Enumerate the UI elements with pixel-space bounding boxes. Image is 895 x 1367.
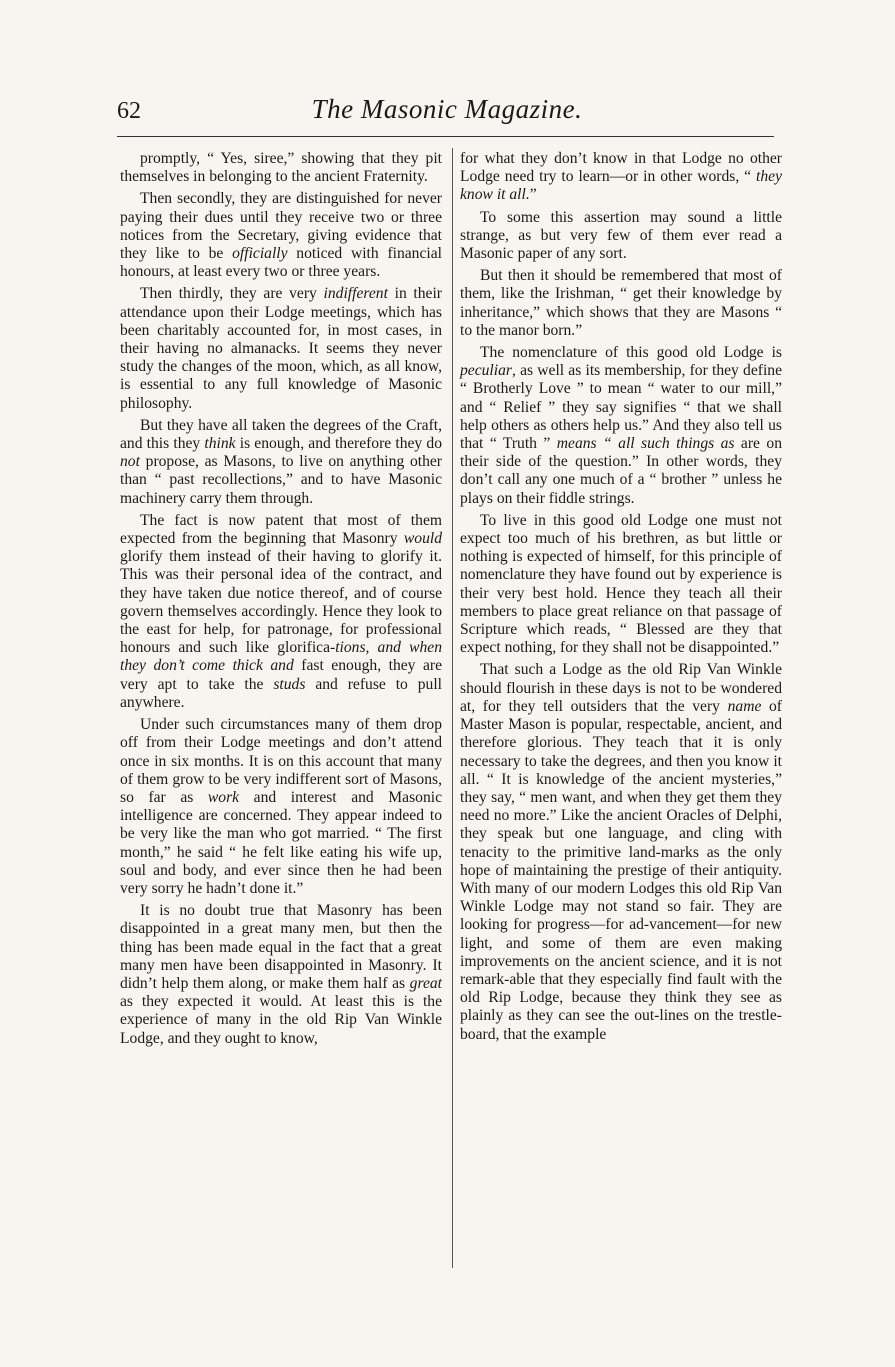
page-header — [117, 92, 777, 132]
text-run: , as well as its membership, for they define “ Brotherly Love ” to mean “ water to our mill,” and “ Relief ” they say signifies “ that we shall help others as others help us.” And they also tell us that “ Truth ” — [460, 362, 782, 453]
running-title: The Masonic Magazine. — [311, 94, 583, 124]
text-run: and interest and Masonic intelligence are concerned. They appear indeed to be very like the man who got married. “ The first month,” he said “ he felt like eating his wife up, soul and body, and ever since then he had been very sorry he hadn’t done it.” — [120, 788, 442, 897]
text-run: The fact is now patent that most of them expected from the beginning that Masonry — [120, 511, 442, 548]
header-rule — [117, 136, 774, 137]
text-run: glorify them instead of their having to glorify it. This was their personal idea of the contract, and they have taken due notice thereof, and of course govern themselves accordingly. Hence they look to the east for help, for patronage, for professional honours and such like glorifica- — [120, 548, 442, 657]
text-run: But they have all taken the degrees of the Craft, and this they — [120, 416, 442, 453]
italic-text: great — [409, 974, 442, 992]
italic-text: think — [204, 435, 236, 453]
paragraph — [120, 417, 442, 508]
text-run: ” — [529, 186, 537, 204]
text-run: To some this assertion may sound a little strange, as but very few of them ever read a Masonic paper of any sort. — [460, 208, 782, 263]
text-run: But then it should be remembered that most of them, like the Irishman, “ get their knowledge by inheritance,” which shows that they are Masons “ to the manor born.” — [460, 267, 782, 339]
text-run: That such a Lodge as the old Rip Van Winkle should flourish in these days is not to be wondered at, for they tell outsiders that the very — [460, 661, 782, 715]
page-number: 62 — [117, 98, 141, 124]
italic-text: they know it all. — [460, 168, 782, 204]
paragraph — [120, 716, 442, 898]
text-run: propose, as Masons, to live on anything other than “ past recollections,” and to have Masonic machinery carry them through. — [120, 453, 442, 507]
italic-text: tions, and when they don’t come thick and — [120, 639, 442, 675]
paragraph — [120, 285, 442, 412]
italic-text: work — [207, 788, 240, 806]
text-run: To live in this good old Lodge one must not expect too much of his brethren, as but little or nothing is expected of himself, for this principle of nomenclature they have found out by experience is their very best hold. Hence they teach all their members to place great reliance on that passage of Scripture which reads, “ Blessed are they that expect nothing, for they shall not be disappointed.” — [460, 511, 782, 657]
paragraph — [460, 661, 782, 1043]
text-run: in their attendance upon their Lodge meetings, which has been charitably accounted for, in most cases, in their having no almanacks. It seems they never study the changes of the moon, which, as all know, is essential to any full knowledge of Masonic philosophy. — [120, 285, 442, 412]
text-run: Under such circumstances many of them drop off from their Lodge meetings and don’t attend once in six months. It is on this account that many of them grow to be very indifferent sort of Masons, so far as — [120, 716, 442, 806]
text-run: of Master Mason is popular, respectable, ancient, and therefore glorious. They teach that it is only necessary to take the degrees, and then you know it all. “ It is knowledge of the ancient mysteries,” they say, “ men want, and when they get them they need no more.” Like the ancient Oracles of Delphi, they speak but one language, and cling with tenacity to the primitive land-marks as the only hope of maintaining the prestige of their antiquity. With many of our modern Lodges this old Rip Van Winkle Lodge may not stand so fair. They are looking for progress—for ad-vancement—for new light, and some of them are even making improvements on the ancient science, and it is not remark-able that they especially find fault with the old Rip Lodge, because they think they see as plainly as they can see the out-lines on the trestle-board, that the example — [460, 697, 782, 1043]
italic-text: would — [403, 530, 442, 548]
paragraph — [460, 267, 782, 340]
italic-text: means “ all such things as — [556, 435, 735, 453]
italic-text: studs — [273, 675, 306, 693]
text-run: is enough, and therefore they do — [235, 435, 442, 453]
paragraph — [460, 512, 782, 658]
italic-text: officially — [232, 245, 288, 263]
text-run: fast enough, they are very apt to take the — [120, 657, 442, 693]
paragraph — [120, 150, 442, 186]
paragraph — [120, 902, 442, 1048]
italic-text: indifferent — [323, 285, 388, 303]
paragraph — [460, 150, 782, 205]
left-column — [120, 150, 442, 1048]
italic-text: not — [120, 453, 140, 471]
text-run: are on their side of the question.” In other words, they don’t call any one much of a “ brother ” unless he plays on their fiddle strings. — [460, 435, 782, 507]
text-run: The nomenclature of this good old Lodge is — [480, 344, 782, 362]
paragraph — [120, 190, 442, 281]
italic-text: peculiar — [460, 362, 512, 380]
paragraph — [460, 344, 782, 508]
paragraph — [120, 512, 442, 712]
text-run: Then secondly, they are distinguished for never paying their dues until they receive two or three notices from the Secretary, giving evidence that they like to be — [120, 190, 442, 263]
text-run: promptly, “ Yes, siree,” showing that they pit themselves in belonging to the ancient Fraternity. — [120, 150, 442, 186]
text-run: noticed with financial honours, at least every two or three years. — [120, 245, 442, 281]
text-run: as they expected it would. At least this is the experience of many in the old Rip Van Winkle Lodge, and they ought to know, — [120, 993, 442, 1047]
right-column — [460, 150, 782, 1044]
paragraph — [460, 209, 782, 264]
text-run: Then thirdly, they are very — [140, 285, 324, 303]
column-divider — [452, 148, 453, 1268]
italic-text: name — [727, 697, 762, 715]
text-run: and refuse to pull anywhere. — [120, 675, 442, 711]
text-run: for what they don’t know in that Lodge no other Lodge need try to learn—or in other words, “ — [460, 150, 782, 186]
text-run: It is no doubt true that Masonry has been disappointed in a great many men, but then the thing has been made equal in the fact that a great many men have been disappointed in Masonry. It didn’t help them along, or make them half as — [120, 902, 442, 992]
